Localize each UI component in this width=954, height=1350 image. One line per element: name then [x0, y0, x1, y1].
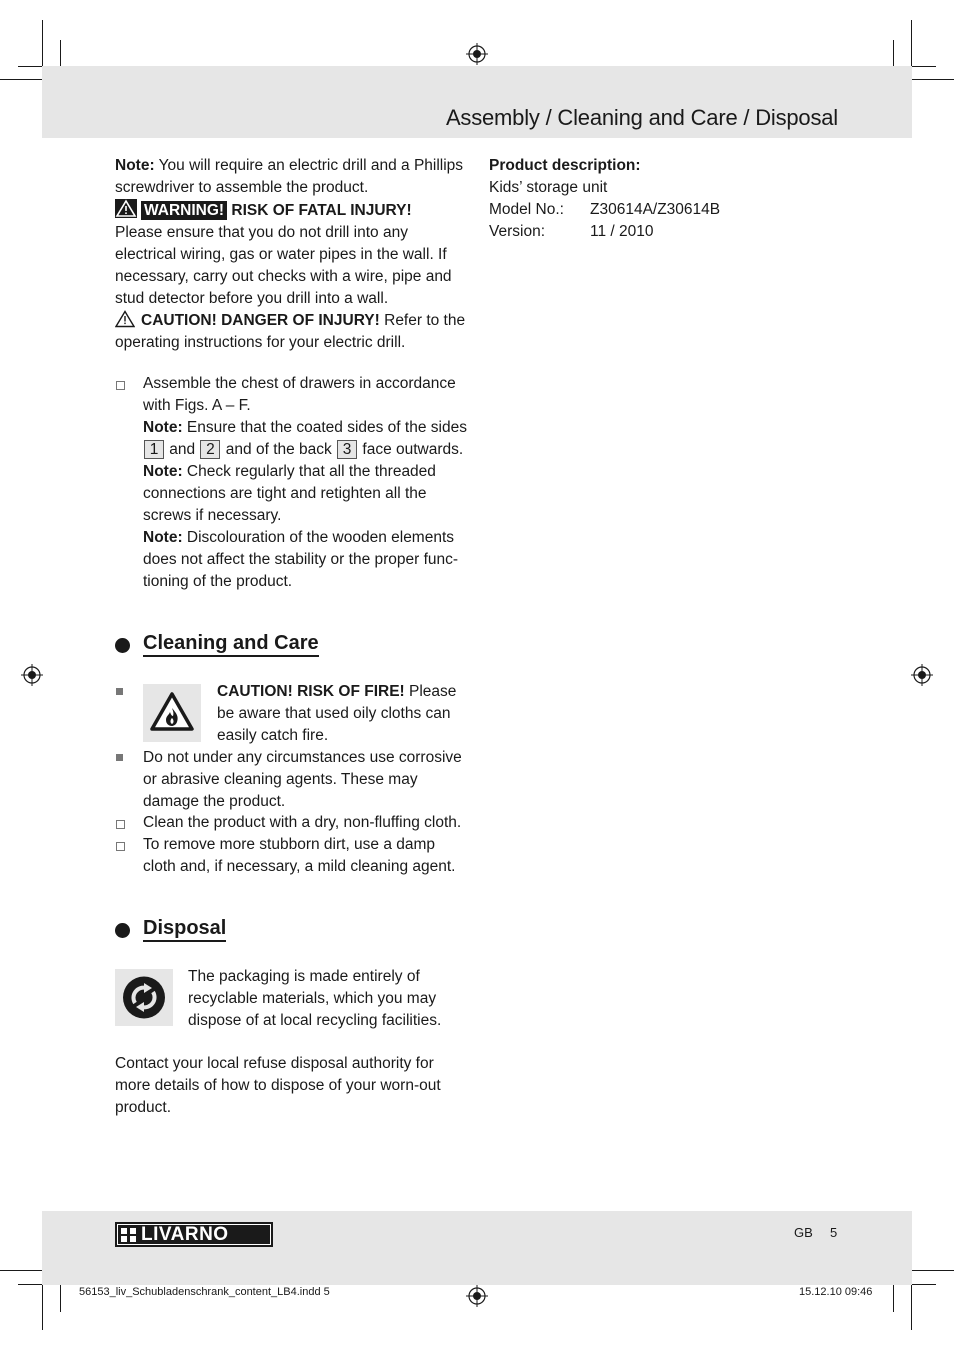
- note-discolouration: [143, 527, 469, 593]
- note-coated-sides: [143, 417, 469, 461]
- note-drill: [115, 155, 467, 199]
- step-text: Assemble the chest of drawers in accordance with Figs. A – F.: [143, 375, 456, 414]
- recycle-text: The packaging is made entirely of recyclable materials, which you may dispose of at local recycling facilities.: [188, 968, 442, 1029]
- part-number-box: 2: [200, 440, 220, 459]
- warning-block: [115, 199, 467, 310]
- disposal-heading: [143, 917, 226, 940]
- warning-title: RISK OF FATAL INJURY!: [227, 202, 412, 219]
- note-text: and of the back: [221, 441, 337, 458]
- note-text: Discolouration of the wooden elements does not affect the stability or the proper func-tioning of the product.: [143, 529, 459, 590]
- list-item-text: Do not under any circumstances use corrosive or abrasive cleaning agents. These may damage the product.: [143, 749, 462, 810]
- part-number-box: 1: [144, 440, 164, 459]
- fire-hazard-icon: [143, 684, 201, 742]
- list-marker: [116, 754, 123, 761]
- list-item: [143, 834, 463, 878]
- note-screws: [143, 461, 469, 527]
- caution-text: Refer to the operating instructions for your electric drill.: [115, 312, 466, 351]
- list-marker: [116, 381, 125, 390]
- livarno-logo: [115, 1222, 273, 1247]
- crop-mark: [0, 1270, 47, 1271]
- section-bullet: [115, 923, 130, 938]
- crop-mark: [0, 79, 47, 80]
- cleaning-heading: [143, 632, 319, 655]
- note-label: Note:: [115, 157, 155, 174]
- caution-triangle-icon: [115, 310, 135, 328]
- section-bullet: [115, 638, 130, 653]
- note-text: Check regularly that all the threaded connections are tight and retighten all the screws if necessary.: [143, 463, 436, 524]
- note-label: Note:: [143, 529, 183, 546]
- caution-title: CAUTION! DANGER OF INJURY!: [141, 312, 380, 329]
- product-heading: Product description:: [489, 157, 641, 174]
- warning-triangle-icon: [115, 199, 137, 218]
- fire-warning: [217, 681, 469, 747]
- crop-mark: [893, 1282, 894, 1312]
- registration-mark-icon: [466, 43, 488, 65]
- registration-mark-icon: [21, 664, 43, 686]
- note-text: face outwards.: [358, 441, 464, 458]
- recycle-text-block: [188, 966, 460, 1032]
- language-code: GB: [794, 1225, 813, 1240]
- version-label: Version:: [489, 223, 546, 240]
- model-value: Z30614A/Z30614B: [590, 201, 721, 218]
- fire-warning-text: Please be aware that used oily cloths can easily catch fire.: [217, 683, 457, 744]
- assembly-step: [143, 373, 469, 593]
- list-marker: [116, 688, 123, 695]
- assembly-section: [115, 155, 467, 354]
- note-label: Note:: [143, 463, 183, 480]
- list-item: [143, 812, 469, 834]
- model-row: [489, 199, 789, 221]
- registration-mark-icon: [466, 1285, 488, 1307]
- crop-mark: [60, 1282, 61, 1312]
- recycling-icon: [115, 969, 173, 1026]
- list-marker: [116, 820, 125, 829]
- crop-mark: [911, 1283, 912, 1330]
- crop-mark: [907, 1270, 954, 1271]
- fire-warning-title: CAUTION! RISK OF FIRE!: [217, 683, 405, 700]
- note-label: Note:: [143, 419, 183, 436]
- slug-date: 15.12.10 09:46: [799, 1286, 873, 1298]
- crop-mark: [911, 20, 912, 67]
- crop-mark: [907, 79, 954, 80]
- slug-filename: 56153_liv_Schubladenschrank_content_LB4.indd 5: [79, 1286, 330, 1298]
- page-number: 5: [830, 1225, 838, 1240]
- caution-block: [115, 310, 467, 354]
- disposal-heading-text: Disposal: [143, 917, 226, 942]
- product-name: Kids’ storage unit: [489, 179, 608, 196]
- list-item: [143, 747, 469, 813]
- registration-mark-icon: [911, 664, 933, 686]
- list-marker: [116, 842, 125, 851]
- crop-mark: [42, 20, 43, 67]
- note-text: and: [165, 441, 200, 458]
- crop-mark: [42, 1283, 43, 1330]
- contact-text-block: [115, 1053, 471, 1119]
- page-title: Assembly / Cleaning and Care / Disposal: [445, 105, 838, 130]
- model-label: Model No.:: [489, 201, 564, 218]
- warning-text: Please ensure that you do not drill into any electrical wiring, gas or water pipes in the wall. If necessary, carry out checks with a wire, pipe and stud detector before you drill into a wall.: [115, 224, 452, 307]
- product-description: [489, 155, 789, 243]
- list-item-text: To remove more stubborn dirt, use a damp cloth and, if necessary, a mild cleaning agent.: [143, 836, 456, 875]
- note-text: Ensure that the coated sides of the sides: [182, 419, 467, 436]
- note-text: You will require an electric drill and a Phillips screwdriver to assemble the product.: [115, 157, 464, 196]
- part-number-box: 3: [337, 440, 357, 459]
- warning-tag: WARNING!: [141, 201, 227, 220]
- version-value: 11 / 2010: [590, 223, 654, 240]
- list-item-text: Clean the product with a dry, non-fluffing cloth.: [143, 814, 462, 831]
- brand-text: LIVARNO: [141, 1224, 229, 1245]
- cleaning-heading-text: Cleaning and Care: [143, 632, 319, 657]
- version-row: [489, 221, 789, 243]
- contact-text: Contact your local refuse disposal authority for more details of how to dispose of your worn-out product.: [115, 1055, 441, 1116]
